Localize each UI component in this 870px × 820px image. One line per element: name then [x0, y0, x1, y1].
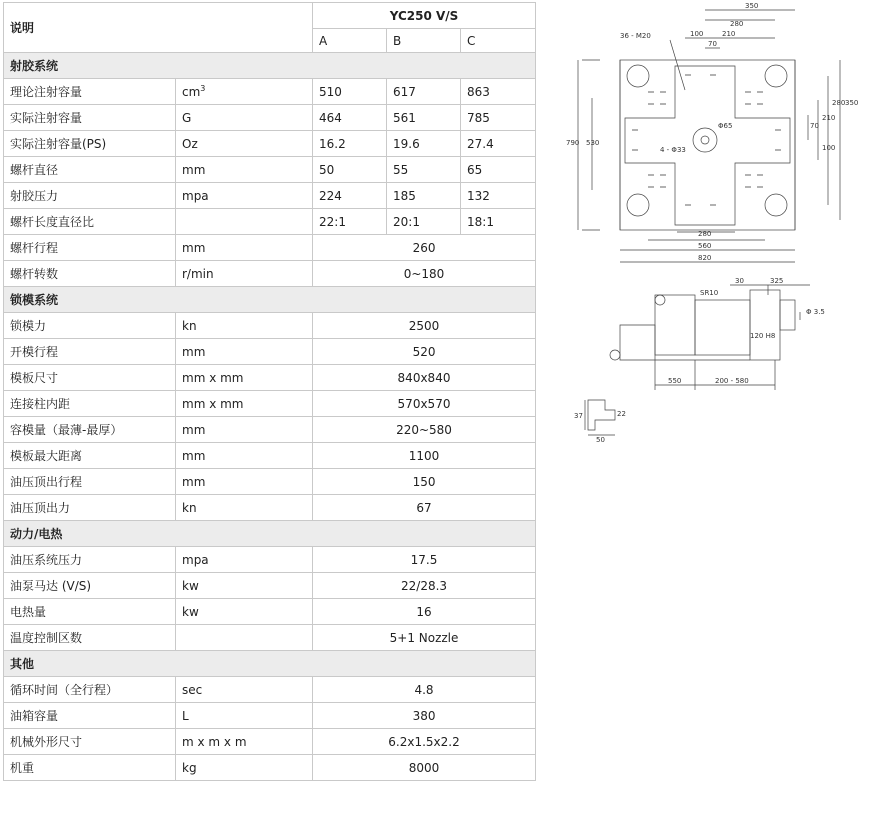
- spec-label: 容模量（最薄-最厚）: [4, 417, 176, 443]
- spec-value: 19.6: [387, 131, 461, 157]
- spec-label: 实际注射容量: [4, 105, 176, 131]
- variant-b: B: [387, 29, 461, 53]
- spec-value: 224: [313, 183, 387, 209]
- spec-unit-text: kw: [182, 604, 199, 619]
- spec-label: 油泵马达 (V/S): [4, 573, 176, 599]
- dim-right-280: 280: [832, 99, 846, 107]
- section-title: 动力/电热: [4, 521, 536, 547]
- header-row: [4, 3, 536, 29]
- spec-unit: [176, 547, 313, 573]
- spec-value: 510: [313, 79, 387, 105]
- dim-phi35: Φ 3.5: [806, 308, 825, 316]
- spec-row: [4, 703, 536, 729]
- spec-unit-text: mm x mm: [182, 370, 244, 385]
- spec-unit-text: mm: [182, 240, 206, 255]
- platen-dimension-labels: [566, 2, 858, 262]
- dim-top-100: 100: [690, 30, 704, 38]
- spec-value: 220~580: [313, 417, 536, 443]
- spec-unit: [176, 677, 313, 703]
- spec-unit-text: mpa: [182, 552, 209, 567]
- technical-drawings: [560, 0, 870, 445]
- spec-label: 理论注射容量: [4, 79, 176, 105]
- spec-value: 863: [461, 79, 536, 105]
- spec-value: 840x840: [313, 365, 536, 391]
- spec-row: [4, 131, 536, 157]
- spec-value: 50: [313, 157, 387, 183]
- callout-holes: 4 - Φ33: [660, 146, 686, 154]
- variant-c: C: [461, 29, 536, 53]
- section-header: [4, 651, 536, 677]
- dim-120h8: 120 H8: [750, 332, 776, 340]
- spec-unit: [176, 157, 313, 183]
- spec-unit-text: kw: [182, 578, 199, 593]
- dim-left-790: 790: [566, 139, 580, 147]
- spec-row: [4, 625, 536, 651]
- spec-unit: [176, 755, 313, 781]
- section-header: [4, 53, 536, 79]
- spec-label: 循环时间（全行程）: [4, 677, 176, 703]
- spec-label: 机重: [4, 755, 176, 781]
- spec-value: 16.2: [313, 131, 387, 157]
- spec-label: 油压系统压力: [4, 547, 176, 573]
- spec-unit-text: mm: [182, 448, 206, 463]
- spec-value: 27.4: [461, 131, 536, 157]
- spec-value: 185: [387, 183, 461, 209]
- side-drawing: [610, 285, 810, 390]
- spec-row: [4, 235, 536, 261]
- spec-value: 22:1: [313, 209, 387, 235]
- spec-label: 螺杆转数: [4, 261, 176, 287]
- spec-value: 17.5: [313, 547, 536, 573]
- spec-row: [4, 105, 536, 131]
- spec-row: [4, 417, 536, 443]
- dim-50: 50: [596, 436, 605, 444]
- spec-unit: [176, 261, 313, 287]
- spec-value: 6.2x1.5x2.2: [313, 729, 536, 755]
- spec-label: 油压顶出行程: [4, 469, 176, 495]
- section-title: 锁模系统: [4, 287, 536, 313]
- spec-unit-text: mm: [182, 162, 206, 177]
- spec-row: [4, 365, 536, 391]
- spec-row: [4, 339, 536, 365]
- dim-37: 37: [574, 412, 583, 420]
- spec-unit-text: cm: [182, 85, 201, 99]
- spec-unit: [176, 625, 313, 651]
- dim-bottom-280: 280: [698, 230, 712, 238]
- spec-unit: [176, 573, 313, 599]
- spec-unit: [176, 443, 313, 469]
- dim-left-530: 530: [586, 139, 600, 147]
- spec-label: 螺杆直径: [4, 157, 176, 183]
- spec-unit-text: G: [182, 110, 192, 125]
- dim-right-70: 70: [810, 122, 819, 130]
- spec-unit: [176, 131, 313, 157]
- spec-label: 实际注射容量(PS): [4, 131, 176, 157]
- ejector-dimension-labels: [574, 410, 626, 444]
- spec-row: [4, 599, 536, 625]
- callout-center: Φ65: [718, 122, 733, 130]
- spec-value: 18:1: [461, 209, 536, 235]
- dim-top-350: 350: [745, 2, 759, 10]
- spec-unit-text: kn: [182, 318, 197, 333]
- model-name: YC250 V/S: [313, 3, 536, 29]
- variant-a: A: [313, 29, 387, 53]
- spec-row: [4, 443, 536, 469]
- spec-unit-text: Oz: [182, 136, 198, 151]
- spec-value: 5+1 Nozzle: [313, 625, 536, 651]
- spec-row: [4, 157, 536, 183]
- spec-value: 22/28.3: [313, 573, 536, 599]
- dim-top-70: 70: [708, 40, 717, 48]
- spec-unit-text: mpa: [182, 188, 209, 203]
- spec-unit-text: L: [182, 708, 189, 723]
- spec-value: 464: [313, 105, 387, 131]
- spec-unit: [176, 79, 313, 105]
- spec-label: 螺杆长度直径比: [4, 209, 176, 235]
- side-dimension-labels: [668, 277, 825, 385]
- spec-table: [3, 2, 536, 781]
- spec-unit-text: kg: [182, 760, 197, 775]
- spec-label: 射胶压力: [4, 183, 176, 209]
- callout-bolts: 36 - M20: [620, 32, 651, 40]
- dim-bottom-560: 560: [698, 242, 712, 250]
- spec-unit: [176, 599, 313, 625]
- spec-value: 16: [313, 599, 536, 625]
- spec-row: [4, 729, 536, 755]
- spec-label: 模板最大距离: [4, 443, 176, 469]
- dim-top-210: 210: [722, 30, 736, 38]
- spec-row: [4, 391, 536, 417]
- spec-value: 4.8: [313, 677, 536, 703]
- spec-row: [4, 183, 536, 209]
- spec-row: [4, 79, 536, 105]
- spec-unit: [176, 703, 313, 729]
- spec-label: 锁模力: [4, 313, 176, 339]
- spec-value: 785: [461, 105, 536, 131]
- spec-value: 520: [313, 339, 536, 365]
- dim-30: 30: [735, 277, 744, 285]
- spec-unit: [176, 729, 313, 755]
- spec-unit: [176, 235, 313, 261]
- spec-unit: [176, 105, 313, 131]
- spec-unit: [176, 365, 313, 391]
- spec-value: 0~180: [313, 261, 536, 287]
- description-header: 说明: [4, 3, 313, 53]
- spec-label: 电热量: [4, 599, 176, 625]
- spec-row: [4, 547, 536, 573]
- spec-row: [4, 677, 536, 703]
- spec-label: 连接柱内距: [4, 391, 176, 417]
- spec-value: 561: [387, 105, 461, 131]
- spec-row: [4, 261, 536, 287]
- spec-row: [4, 755, 536, 781]
- spec-value: 20:1: [387, 209, 461, 235]
- spec-table-body: [4, 3, 536, 781]
- spec-value: 2500: [313, 313, 536, 339]
- dim-bottom-820: 820: [698, 254, 712, 262]
- dim-top-280: 280: [730, 20, 744, 28]
- spec-value: 570x570: [313, 391, 536, 417]
- spec-value: 260: [313, 235, 536, 261]
- spec-unit: [176, 391, 313, 417]
- dim-22: 22: [617, 410, 626, 418]
- spec-label: 油压顶出力: [4, 495, 176, 521]
- spec-unit-text: kn: [182, 500, 197, 515]
- spec-row: [4, 495, 536, 521]
- dim-right-210: 210: [822, 114, 836, 122]
- dim-200-580: 200 - 580: [715, 377, 749, 385]
- spec-value: 1100: [313, 443, 536, 469]
- spec-row: [4, 209, 536, 235]
- spec-value: 380: [313, 703, 536, 729]
- spec-unit: [176, 183, 313, 209]
- section-title: 射胶系统: [4, 53, 536, 79]
- spec-value: 617: [387, 79, 461, 105]
- spec-row: [4, 469, 536, 495]
- spec-unit: [176, 469, 313, 495]
- spec-label: 机械外形尺寸: [4, 729, 176, 755]
- spec-unit: [176, 209, 313, 235]
- spec-value: 8000: [313, 755, 536, 781]
- spec-unit-superscript: 3: [200, 84, 206, 93]
- spec-unit-text: mm x mm: [182, 396, 244, 411]
- spec-label: 模板尺寸: [4, 365, 176, 391]
- spec-value: 132: [461, 183, 536, 209]
- spec-label: 开模行程: [4, 339, 176, 365]
- spec-unit: [176, 313, 313, 339]
- ejector-drawing: [585, 400, 615, 435]
- dim-sr10: SR10: [700, 289, 719, 297]
- dim-325: 325: [770, 277, 784, 285]
- spec-label: 螺杆行程: [4, 235, 176, 261]
- spec-label: 温度控制区数: [4, 625, 176, 651]
- spec-unit-text: r/min: [182, 266, 214, 281]
- spec-value: 67: [313, 495, 536, 521]
- spec-value: 55: [387, 157, 461, 183]
- spec-unit: [176, 495, 313, 521]
- spec-unit-text: m x m x m: [182, 734, 247, 749]
- dim-right-100: 100: [822, 144, 836, 152]
- dim-550: 550: [668, 377, 682, 385]
- spec-unit-text: sec: [182, 682, 203, 697]
- spec-value: 65: [461, 157, 536, 183]
- spec-unit-text: mm: [182, 422, 206, 437]
- spec-unit-text: mm: [182, 344, 206, 359]
- spec-row: [4, 573, 536, 599]
- section-header: [4, 287, 536, 313]
- dim-right-350: 350: [845, 99, 859, 107]
- spec-row: [4, 313, 536, 339]
- section-title: 其他: [4, 651, 536, 677]
- section-header: [4, 521, 536, 547]
- spec-unit-text: mm: [182, 474, 206, 489]
- spec-unit: [176, 417, 313, 443]
- spec-unit: [176, 339, 313, 365]
- spec-value: 150: [313, 469, 536, 495]
- spec-label: 油箱容量: [4, 703, 176, 729]
